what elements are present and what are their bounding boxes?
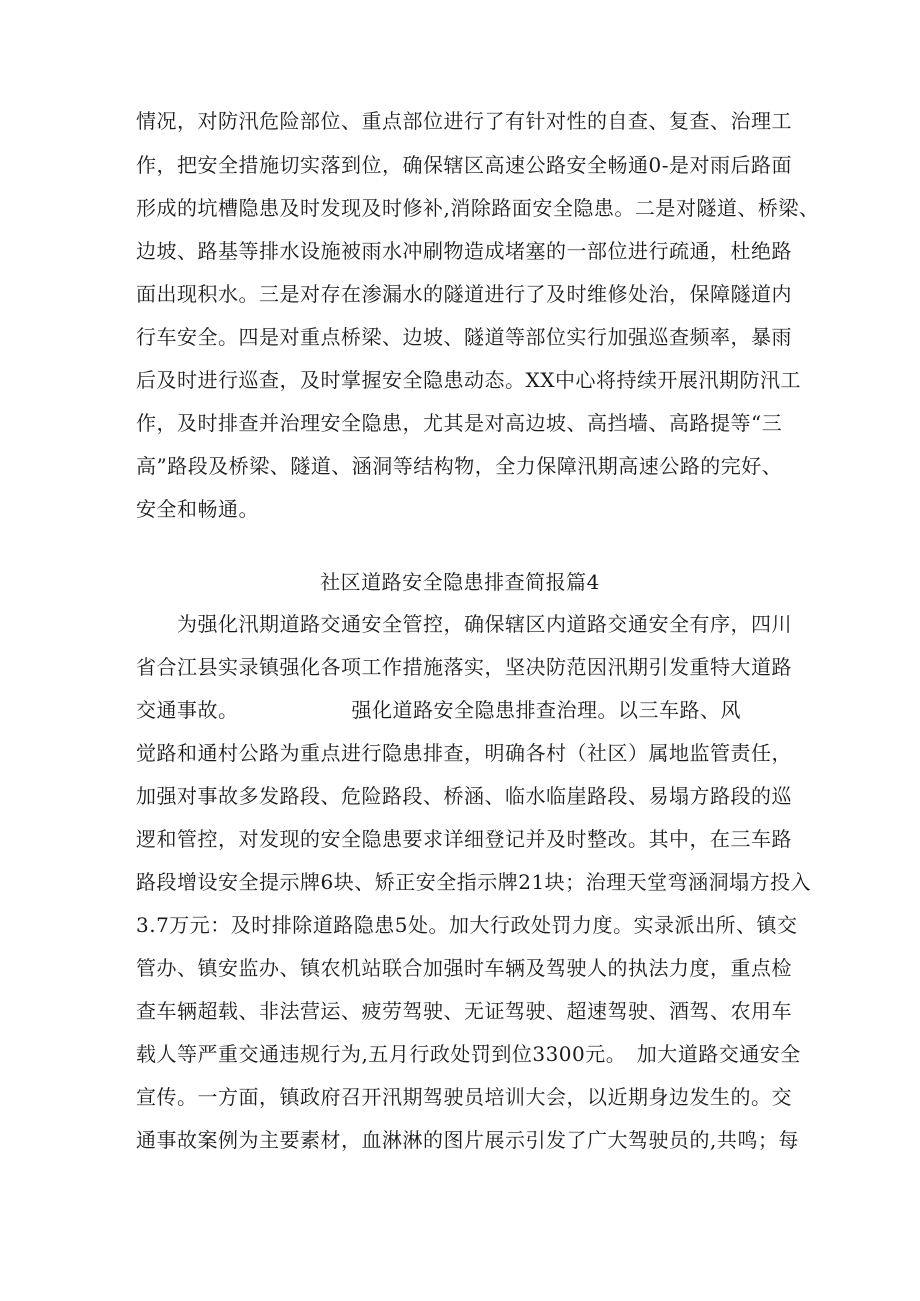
text-line: 作，把安全措施切实落到位，确保辖区高速公路安全畅通0-是对雨后路面 — [136, 153, 792, 177]
text-line: 省合江县实录镇强化各项工作措施落实，坚决防范因汛期引发重特大道路 — [136, 655, 792, 679]
text-line: 宣传。一方面，镇政府召开汛期驾驶员培训大会，以近期身边发生的。交 — [136, 1085, 792, 1109]
text-line: 管办、镇安监办、镇农机站联合加强时车辆及驾驶人的执法力度，重点检 — [136, 956, 792, 980]
text-line: 作，及时排查并治理安全隐患，尤其是对高边坡、高挡墙、高路提等“三 — [136, 411, 783, 435]
text-line: 情况，对防汛危险部位、重点部位进行了有针对性的自查、复查、治理工 — [136, 109, 792, 133]
text-line: 3.7万元：及时排除道路隐患5处。加大行政处罚力度。实录派出所、镇交 — [136, 913, 798, 937]
text-line: 载人等严重交通违规行为,五月行政处罚到位3300元。 加大道路交通安全 — [136, 1042, 801, 1066]
text-line: 逻和管控，对发现的安全隐患要求详细登记并及时整改。其中，在三车路 — [136, 827, 792, 851]
text-line: 路段增设安全提示牌6块、矫正安全指示牌21块；治理天堂弯涵洞塌方投入 — [136, 870, 812, 894]
text-line: 安全和畅通。 — [136, 497, 259, 521]
text-line: 行车安全。四是对重点桥梁、边坡、隧道等部位实行加强巡查频率，暴雨 — [136, 325, 792, 349]
text-line: 面出现积水。三是对存在渗漏水的隧道进行了及时维修处治，保障隧道内 — [136, 282, 792, 306]
text-line: 边坡、路基等排水设施被雨水冲刷物造成堵塞的一部位进行疏通，杜绝路 — [136, 239, 792, 263]
text-line: 加强对事故多发路段、危险路段、桥涵、临水临崖路段、易塌方路段的巡 — [136, 784, 792, 808]
text-line: 为强化汛期道路交通安全管控，确保辖区内道路交通安全有序，四川 — [136, 612, 792, 636]
text-line: 觉路和通村公路为重点进行隐患排查，明确各村（社区）属地监管责任， — [136, 741, 792, 765]
text-line: 查车辆超载、非法营运、疲劳驾驶、无证驾驶、超速驾驶、酒驾、农用车 — [136, 999, 792, 1023]
text-line: 高”路段及桥梁、隧道、涵洞等结构物，全力保障汛期高速公路的完好、 — [136, 454, 783, 478]
text-line: 通事故案例为主要素材，血淋淋的图片展示引发了广大驾驶员的,共鸣；每 — [136, 1128, 799, 1152]
section-title: 社区道路安全隐患排查简报篇4 — [320, 570, 600, 594]
text-line: 形成的坑槽隐患及时发现及时修补,消除路面安全隐患。二是对隧道、桥梁、 — [136, 196, 820, 220]
text-line: 后及时进行巡查，及时掌握安全隐患动态。XX中心将持续开展汛期防汛工 — [136, 368, 801, 392]
text-line: 交通事故。 强化道路安全隐患排查治理。以三车路、风 — [136, 698, 741, 722]
